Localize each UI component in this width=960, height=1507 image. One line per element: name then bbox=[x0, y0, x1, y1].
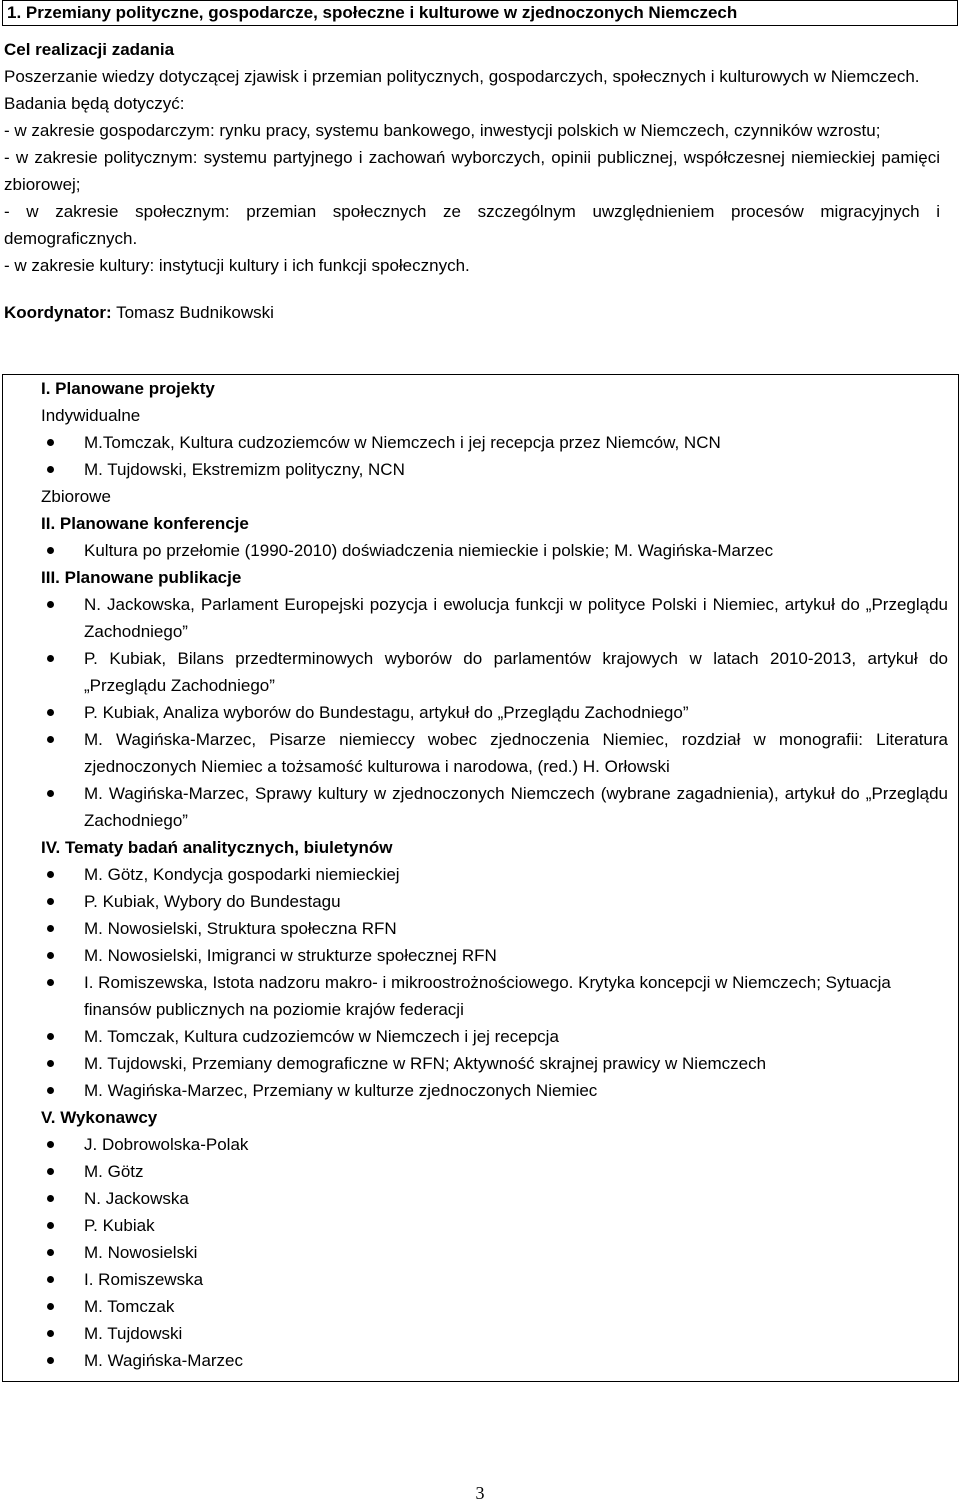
list-item: M. Tujdowski, Ekstremizm polityczny, NCN bbox=[41, 456, 948, 483]
list-item: M. Tomczak, Kultura cudzoziemców w Niemczech i jej recepcja bbox=[41, 1023, 948, 1050]
bullet-icon bbox=[47, 1303, 54, 1310]
coordinator-label: Koordynator: bbox=[4, 303, 112, 322]
bullet-icon bbox=[47, 547, 54, 554]
intro-line-economic: - w zakresie gospodarczym: rynku pracy, systemu bankowego, inwestycji polskich w Niemczech, czynników wzrostu; bbox=[4, 121, 881, 140]
bullet-icon bbox=[47, 1060, 54, 1067]
bullet-icon bbox=[47, 1249, 54, 1256]
intro-line-social: - w zakresie społecznym: przemian społecznych ze szczególnym uwzględnieniem procesów migracyjnych i demograficznych. bbox=[4, 202, 940, 248]
contractors-list bbox=[41, 1131, 948, 1374]
list-item: J. Dobrowolska-Polak bbox=[41, 1131, 948, 1158]
bullet-icon bbox=[47, 1168, 54, 1175]
list-item: I. Romiszewska, Istota nadzoru makro- i mikroostrożnościowego. Krytyka koncepcji w Niemczech; Sytuacja finansów publicznych na poziomie krajów federacji bbox=[41, 969, 948, 1023]
bullet-icon bbox=[47, 439, 54, 446]
bullet-icon bbox=[47, 790, 54, 797]
individual-label: Indywidualne bbox=[41, 406, 141, 425]
conferences-heading: II. Planowane konferencje bbox=[41, 514, 249, 533]
bullet-icon bbox=[47, 925, 54, 932]
bullet-icon bbox=[47, 1222, 54, 1229]
list-item: M. Wagińska-Marzec, Pisarze niemieccy wobec zjednoczenia Niemiec, rozdział w monografii: Literatura zjednoczonych Niemiec a tożsamość kulturowa i narodowa, (red.) H. Orłowski bbox=[41, 726, 948, 780]
bullet-icon bbox=[47, 655, 54, 662]
topics-list bbox=[41, 861, 948, 1104]
bullet-icon bbox=[47, 979, 54, 986]
group-label: Zbiorowe bbox=[41, 487, 111, 506]
bullet-icon bbox=[47, 1087, 54, 1094]
list-item: M. Götz bbox=[41, 1158, 948, 1185]
bullet-icon bbox=[47, 601, 54, 608]
bullet-icon bbox=[47, 952, 54, 959]
intro-line-political: - w zakresie politycznym: systemu partyjnego i zachowań wyborczych, opinii publicznej, współczesnej niemieckiej pamięci zbiorowej; bbox=[4, 148, 940, 194]
plan-box bbox=[2, 374, 959, 1382]
publications-list bbox=[41, 591, 948, 834]
list-item: M. Götz, Kondycja gospodarki niemieckiej bbox=[41, 861, 948, 888]
contractors-heading: V. Wykonawcy bbox=[41, 1108, 158, 1127]
intro-line-culture: - w zakresie kultury: instytucji kultury i ich funkcji społecznych. bbox=[4, 256, 470, 275]
bullet-icon bbox=[47, 1276, 54, 1283]
list-item: Kultura po przełomie (1990-2010) doświadczenia niemieckie i polskie; M. Wagińska-Marzec bbox=[41, 537, 948, 564]
list-item: P. Kubiak, Analiza wyborów do Bundestagu, artykuł do „Przeglądu Zachodniego” bbox=[41, 699, 948, 726]
list-item: M. Nowosielski, Struktura społeczna RFN bbox=[41, 915, 948, 942]
bullet-icon bbox=[47, 466, 54, 473]
document-title: 1. Przemiany polityczne, gospodarcze, społeczne i kulturowe w zjednoczonych Niemczech bbox=[2, 0, 958, 26]
list-item: P. Kubiak bbox=[41, 1212, 948, 1239]
intro-section bbox=[4, 36, 940, 326]
publications-heading: III. Planowane publikacje bbox=[41, 568, 242, 587]
list-item: M. Tujdowski, Przemiany demograficzne w RFN; Aktywność skrajnej prawicy w Niemczech bbox=[41, 1050, 948, 1077]
list-item: M. Tomczak bbox=[41, 1293, 948, 1320]
coordinator bbox=[4, 299, 940, 326]
list-item: M.Tomczak, Kultura cudzoziemców w Niemczech i jej recepcja przez Niemców, NCN bbox=[41, 429, 948, 456]
bullet-icon bbox=[47, 1033, 54, 1040]
bullet-icon bbox=[47, 736, 54, 743]
list-item: M. Nowosielski bbox=[41, 1239, 948, 1266]
bullet-icon bbox=[47, 898, 54, 905]
list-item: M. Wagińska-Marzec bbox=[41, 1347, 948, 1374]
list-item: M. Wagińska-Marzec, Przemiany w kulturze zjednoczonych Niemiec bbox=[41, 1077, 948, 1104]
list-item: M. Wagińska-Marzec, Sprawy kultury w zjednoczonych Niemczech (wybrane zagadnienia), artykuł do „Przeglądu Zachodniego” bbox=[41, 780, 948, 834]
list-item: M. Nowosielski, Imigranci w strukturze społecznej RFN bbox=[41, 942, 948, 969]
projects-heading: I. Planowane projekty bbox=[41, 379, 215, 398]
bullet-icon bbox=[47, 1141, 54, 1148]
list-item: M. Tujdowski bbox=[41, 1320, 948, 1347]
list-item: N. Jackowska, Parlament Europejski pozycja i ewolucja funkcji w polityce Polski i Niemiec, artykuł do „Przeglądu Zachodniego” bbox=[41, 591, 948, 645]
individual-projects-list bbox=[41, 429, 948, 483]
bullet-icon bbox=[47, 1330, 54, 1337]
goal-heading: Cel realizacji zadania bbox=[4, 40, 175, 59]
list-item: N. Jackowska bbox=[41, 1185, 948, 1212]
bullet-icon bbox=[47, 1357, 54, 1364]
coordinator-name: Tomasz Budnikowski bbox=[111, 303, 274, 322]
list-item: P. Kubiak, Wybory do Bundestagu bbox=[41, 888, 948, 915]
page-number: 3 bbox=[475, 1483, 485, 1503]
bullet-icon bbox=[47, 1195, 54, 1202]
goal-text: Poszerzanie wiedzy dotyczącej zjawisk i przemian politycznych, gospodarczych, społecznych i kulturowych w Niemczech. Badania będą dotyczyć: bbox=[4, 67, 920, 113]
topics-heading: IV. Tematy badań analitycznych, biuletynów bbox=[41, 838, 393, 857]
bullet-icon bbox=[47, 709, 54, 716]
list-item: I. Romiszewska bbox=[41, 1266, 948, 1293]
conferences-list bbox=[41, 537, 948, 564]
list-item: P. Kubiak, Bilans przedterminowych wyborów do parlamentów krajowych w latach 2010-2013, artykuł do „Przeglądu Zachodniego” bbox=[41, 645, 948, 699]
bullet-icon bbox=[47, 871, 54, 878]
